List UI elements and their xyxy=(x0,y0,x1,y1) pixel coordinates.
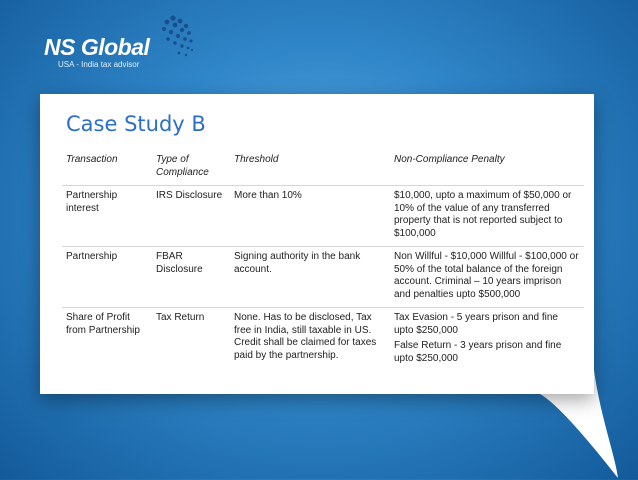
slide-title: Case Study B xyxy=(66,112,206,136)
cell-threshold: More than 10% xyxy=(234,190,302,201)
brand-tagline: USA - India tax advisor xyxy=(58,60,140,69)
header-threshold: Threshold xyxy=(234,154,279,165)
cell-penalty xyxy=(390,186,584,247)
content-panel xyxy=(40,94,594,394)
cell-penalty xyxy=(390,247,584,308)
brand-logo xyxy=(36,12,196,72)
cell-compliance: IRS Disclosure xyxy=(156,190,223,201)
header-compliance: Type of Compliance xyxy=(156,154,209,178)
cell-transaction: Partnership xyxy=(66,251,118,262)
cell-compliance: FBAR Disclosure xyxy=(156,251,203,275)
table-row xyxy=(62,308,584,372)
cell-transaction: Partnership interest xyxy=(66,190,118,214)
cell-threshold: Signing authority in the bank account. xyxy=(234,251,361,275)
globe-icon xyxy=(146,12,196,62)
compliance-table xyxy=(62,150,584,371)
header-transaction: Transaction xyxy=(66,154,118,165)
table-row xyxy=(62,186,584,247)
cell-penalty xyxy=(390,308,584,372)
table-header-row xyxy=(62,150,584,186)
cell-transaction: Share of Profit from Partnership xyxy=(66,312,140,336)
cell-threshold: None. Has to be disclosed, Tax free in India, still taxable in US. Credit shall be claimed for taxes paid by the partnership. xyxy=(234,312,377,361)
penalty-text: $10,000, upto a maximum of $50,000 or 10% of the value of any transferred property that is not reported subject to $100,000 xyxy=(394,190,572,239)
penalty-text: Non Willful - $10,000 Willful - $100,000 or 50% of the total balance of the foreign account. Criminal – 10 years imprison and penalties upto $500,000 xyxy=(394,251,579,300)
penalty-text: False Return - 3 years prison and fine upto $250,000 xyxy=(394,340,562,364)
table-row xyxy=(62,247,584,308)
cell-compliance: Tax Return xyxy=(156,312,205,323)
header-penalty: Non-Compliance Penalty xyxy=(394,154,505,165)
penalty-text: Tax Evasion - 5 years prison and fine upto $250,000 xyxy=(394,312,558,336)
brand-name: NS Global xyxy=(44,34,150,60)
